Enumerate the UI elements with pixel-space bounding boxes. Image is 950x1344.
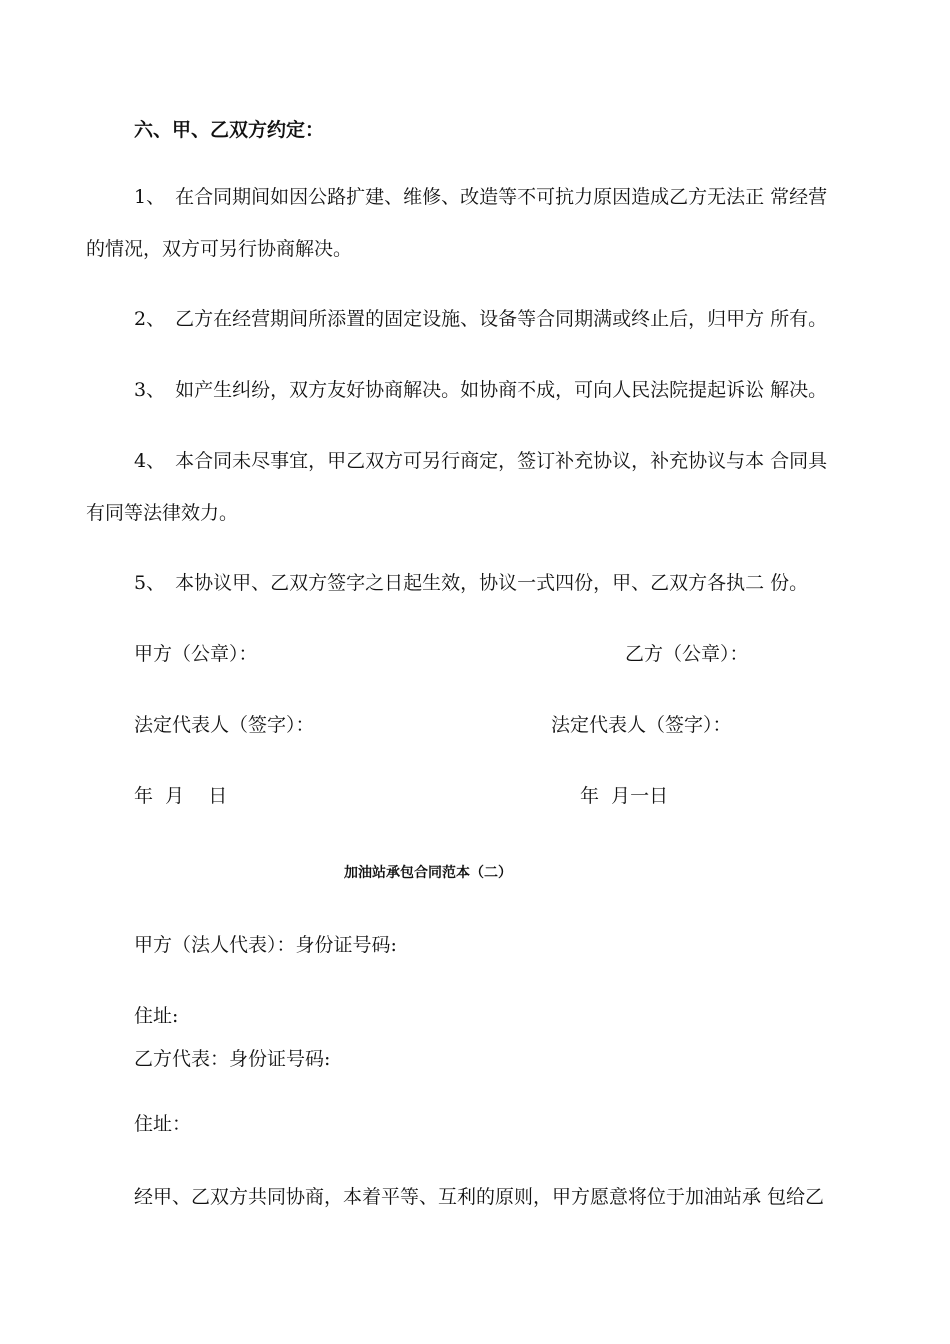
clause-3 <box>134 377 827 403</box>
clause-number: 3、 <box>134 379 166 401</box>
clause-text: 本合同未尽事宜，甲乙双方可另行商定，签订补充协议，补充协议与本 合同具 <box>175 450 828 472</box>
clause-text: 本协议甲、乙双方签字之日起生效，协议一式四份，甲、乙双方各执二 份。 <box>175 572 809 594</box>
clause-5 <box>134 570 808 596</box>
clause-4-continuation: 有同等法律效力。 <box>86 502 239 524</box>
party-a-date: 年 月 日 <box>134 785 228 807</box>
party-a-address: 住址: <box>134 1005 179 1027</box>
clause-number: 2、 <box>134 308 166 330</box>
party-a-seal: 甲方（公章）： <box>134 643 258 665</box>
party-b-date: 年 月一日 <box>580 785 669 807</box>
clause-text: 在合同期间如因公路扩建、维修、改造等不可抗力原因造成乙方无法正 常经营 <box>175 186 828 208</box>
party-b-representative: 法定代表人（签字）： <box>551 714 732 736</box>
clause-1-continuation: 的情况，双方可另行协商解决。 <box>86 238 353 260</box>
clause-text: 如产生纠纷，双方友好协商解决。如协商不成，可向人民法院提起诉讼 解决。 <box>175 379 828 401</box>
clause-4 <box>134 448 827 474</box>
clause-number: 4、 <box>134 450 166 472</box>
contract-intro: 经甲、乙双方共同协商，本着平等、互利的原则，甲方愿意将位于加油站承 包给乙 <box>134 1186 825 1208</box>
party-a-info: 甲方（法人代表）：身份证号码: <box>134 934 397 956</box>
party-b-seal: 乙方（公章）： <box>625 643 749 665</box>
clause-text: 乙方在经营期间所添置的固定设施、设备等合同期满或终止后，归甲方 所有。 <box>175 308 828 330</box>
clause-number: 1、 <box>134 186 166 208</box>
clause-number: 5、 <box>134 572 166 594</box>
clause-2 <box>134 306 827 332</box>
contract-title: 加油站承包合同范本（二） <box>344 865 512 881</box>
section-heading: 六、甲、乙双方约定： <box>134 119 325 141</box>
clause-1 <box>134 184 827 210</box>
party-a-representative: 法定代表人（签字）： <box>134 714 315 736</box>
party-b-info: 乙方代表：身份证号码: <box>134 1048 331 1070</box>
party-b-address: 住址： <box>134 1113 192 1135</box>
